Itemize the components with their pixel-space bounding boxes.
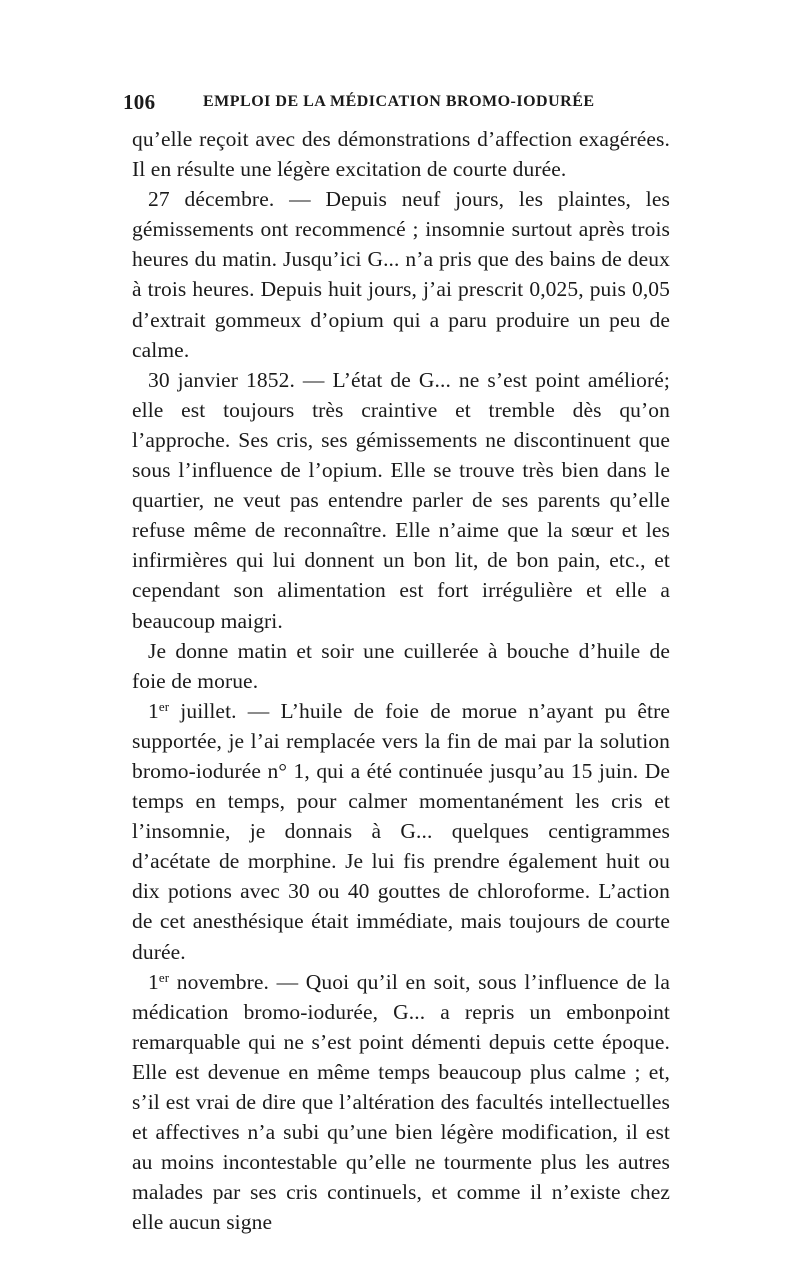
paragraph-date: 30 janvier 1852. <box>148 367 295 392</box>
paragraph-text: — L’état de G... ne s’est point amélioré; elle est toujours très craintive et tremble dès qu’on l’approche. Ses cris, ses gémissements ne discontinuent que sous l’influence de l’opium. Elle se trouve très bien dans le quartier, ne veut pas entendre parler de ses parents qu’elle refuse même de reconnaître. Elle n’aime que la sœur et les infirmières qui lui donnent un bon lit, de bon pain, etc., et cependant son alimentation est fort irrégulière et elle a beaucoup maigri. <box>132 367 670 633</box>
paragraph-date: 27 décembre. <box>148 187 275 212</box>
paragraph-continuation <box>132 124 670 184</box>
running-head <box>123 90 683 116</box>
page-number: 106 <box>123 90 156 114</box>
paragraph-date: 1 <box>148 698 159 723</box>
paragraph-30-janvier-1852 <box>132 365 670 636</box>
paragraph-1er-novembre <box>132 967 670 1238</box>
paragraph-text: Je donne matin et soir une cuillerée à bouche d’huile de foie de morue. <box>132 638 670 693</box>
ordinal-superscript: er <box>158 698 170 714</box>
paragraph-27-decembre <box>132 184 670 365</box>
paragraph-date: 1 <box>148 969 159 994</box>
running-head-title: EMPLOI DE LA MÉDICATION BROMO-IODURÉE <box>203 93 595 110</box>
ordinal-superscript: er <box>158 969 170 985</box>
paragraph-huile-de-foie <box>132 636 670 696</box>
paragraph-text: juillet. — L’huile de foie de morue n’ayant pu être supportée, je l’ai remplacée vers la fin de mai par la solution bromo-iodurée n° 1, qui a été continuée jusqu’au 15 juin. De temps en temps, pour calmer momentanément les cris et l’insomnie, je donnais à G... quelques centigrammes d’acétate de morphine. Je lui fis prendre également huit ou dix potions avec 30 ou 40 gouttes de chloroforme. L’action de cet anesthésique était immédiate, mais toujours de courte durée. <box>132 698 670 964</box>
paragraph-text: novembre. — Quoi qu’il en soit, sous l’influence de la médication bromo-iodurée, G... a repris un embonpoint remarquable qui ne s’est point démenti depuis cette époque. Elle est devenue en même temps beaucoup plus calme ; et, s’il est vrai de dire que l’altération des facultés intellectuelles et affectives n’a subi qu’une bien légère modification, il est au moins incontestable qu’elle ne tourmente plus les autres malades par ses cris continuels, et comme il n’existe chez elle aucun signe <box>132 969 670 1235</box>
paragraph-text: — Depuis neuf jours, les plaintes, les gémissements ont recommencé ; insomnie surtout après trois heures du matin. Jusqu’ici G... n’a pris que des bains de deux à trois heures. Depuis huit jours, j’ai prescrit 0,025, puis 0,05 d’extrait gommeux d’opium qui a paru produire un peu de calme. <box>132 187 670 362</box>
paragraph-text: qu’elle reçoit avec des démonstrations d’affection exagérées. Il en résulte une légère excitation de courte durée. <box>132 127 670 182</box>
body-text <box>132 124 670 1237</box>
paragraph-1er-juillet <box>132 696 670 967</box>
